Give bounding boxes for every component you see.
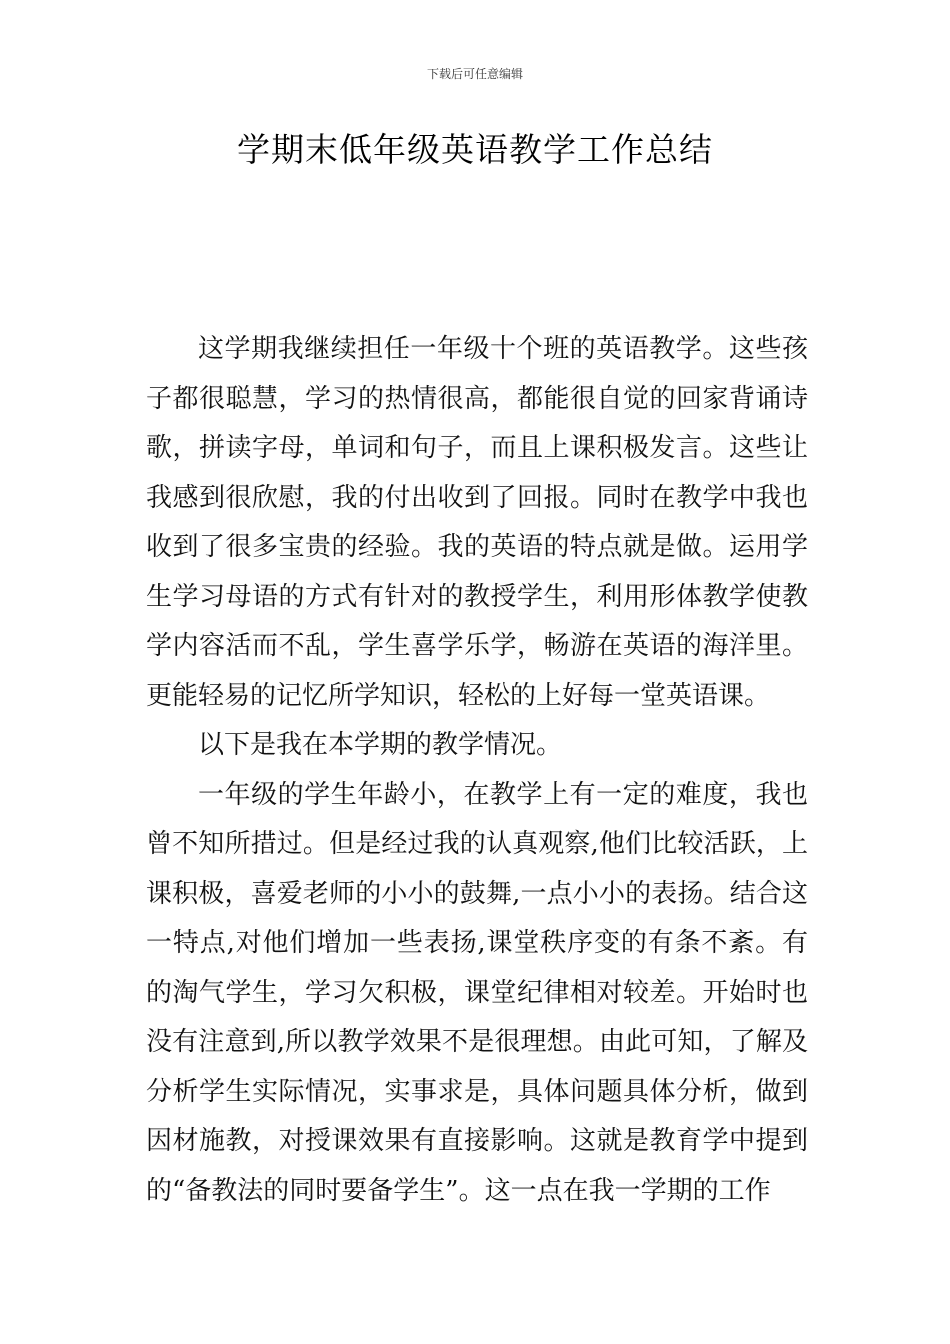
paragraph-intro: 这学期我继续担任一年级十个班的英语教学。这些孩子都很聪慧，学习的热情很高，都能很自觉的回家背诵诗歌，拼读字母，单词和句子，而且上课积极发言。这些让我感到很欣慰，我的付出收到了回报。同时在教学中我也收到了很多宝贵的经验。我的英语的特点就是做。运用学生学习母语的方式有针对的教授学生，利用形体教学使教学内容活而不乱，学生喜学乐学，畅游在英语的海洋里。更能轻易的记忆所学知识，轻松的上好每一堂英语课。 [146,334,808,711]
paragraph-teaching-overview: 以下是我在本学期的教学情况。 [198,730,563,760]
paragraph-student-analysis: 一年级的学生年龄小，在教学上有一定的难度，我也曾不知所措过。但是经过我的认真观察,他们比较活跃，上课积极，喜爱老师的小小的鼓舞,一点小小的表扬。结合这一特点,对他们增加一些表扬,课堂秩序变的有条不紊。有的淘气学生，学习欠积极，课堂纪律相对较差。开始时也没有注意到,所以教学效果不是很理想。由此可知，了解及分析学生实际情况，实事求是，具体问题具体分析，做到因材施教，对授课效果有直接影响。这就是教育学中提到的“备教法的同时要备学生”。这一点在我一学期的工作 [146,779,808,1206]
header-note: 下载后可任意编辑 [426,67,523,81]
document-title: 学期末低年级英语教学工作总结 [237,130,713,169]
document-body [146,325,808,1216]
